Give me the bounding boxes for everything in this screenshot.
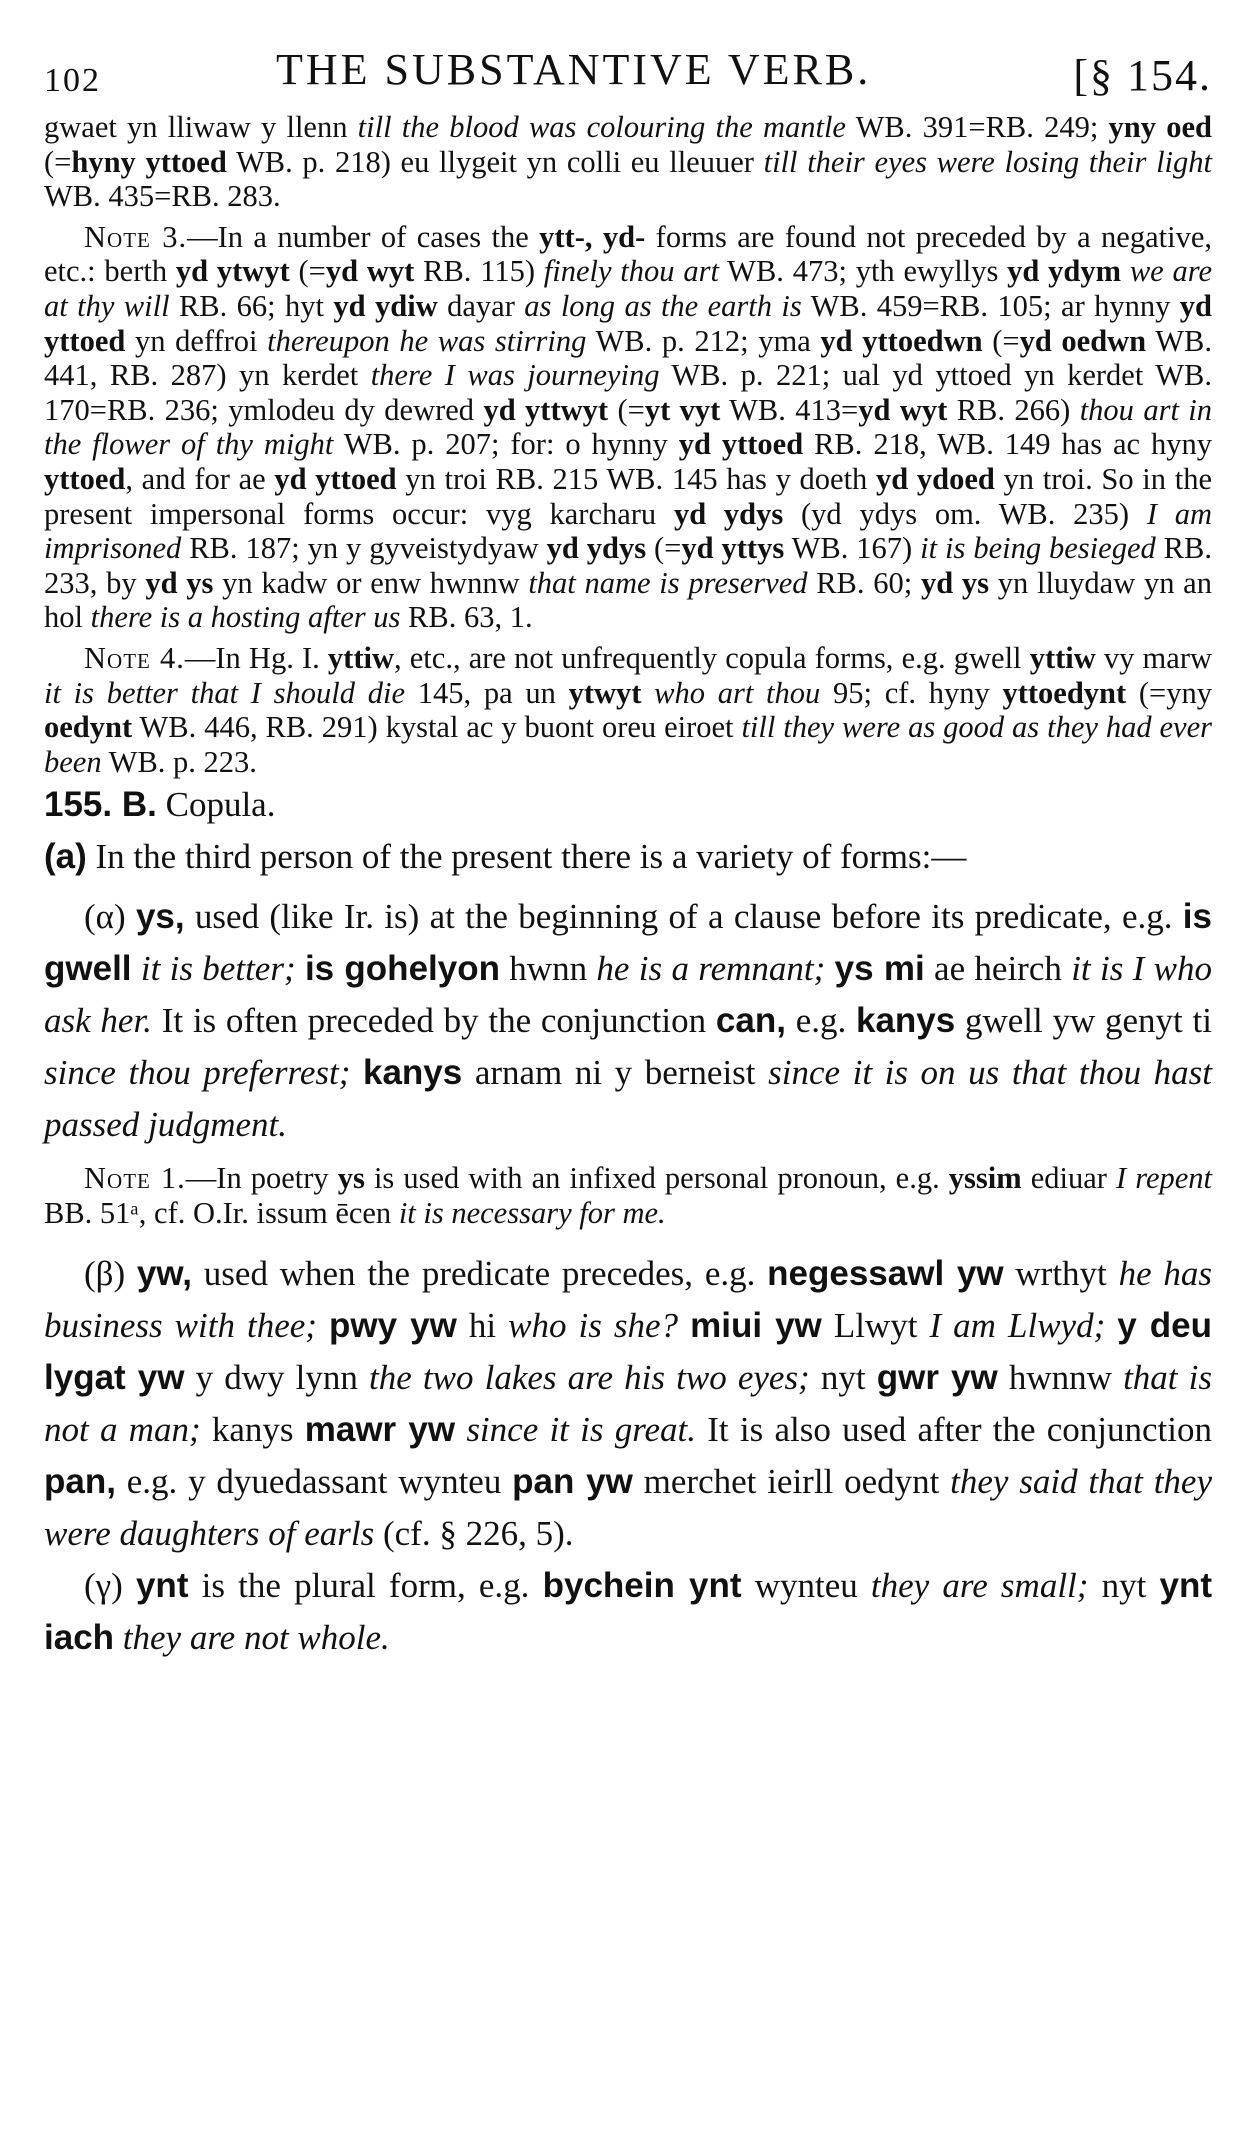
text-run: it is being besieged <box>920 531 1156 566</box>
note-1-block <box>44 1161 1212 1230</box>
text-run: WB. 167) <box>784 531 921 566</box>
text-run: I am imprisoned <box>44 496 1213 566</box>
text-run: yd yttwyt <box>483 392 609 427</box>
text-run: RB. 66; hyt <box>169 288 334 323</box>
text-run: is used with an infixed personal pronoun, e.g. <box>364 1161 949 1196</box>
text-run: yn troi. So in the present impersonal forms occur: vyg karcharu <box>44 461 1212 531</box>
text-run: , and for ae <box>125 461 275 496</box>
text-run: WB. 473; yth ewyllys <box>718 254 1008 289</box>
paragraph-a <box>44 831 1212 883</box>
text-run: yn troi RB. 215 WB. 145 has y doeth <box>396 461 876 496</box>
text-run: nyt <box>809 1358 877 1398</box>
text-run: (yd ydys om. WB. 235) <box>783 496 1147 531</box>
text-run: yd ydys <box>546 531 647 566</box>
text-run: RB. 187; yn y gyveistydyaw <box>181 531 547 566</box>
text-run: yd ys <box>145 565 214 600</box>
text-run: WB. 413= <box>720 392 859 427</box>
book-page <box>44 40 1212 1664</box>
text-run: 95; cf. hyny <box>820 675 1003 710</box>
paragraph-gamma <box>44 1560 1212 1664</box>
page-number: 102 <box>44 62 101 99</box>
text-run: used (like Ir. is) at the beginning of a clause before its predicate, e.g. <box>184 897 1183 937</box>
paragraph-alpha <box>44 891 1212 1151</box>
text-run: —In a number of cases the <box>187 219 540 254</box>
text-run: (= <box>646 531 682 566</box>
text-run <box>296 949 305 988</box>
text-run: It is often preceded by the conjunction <box>151 1001 716 1041</box>
paragraph-beta <box>44 1248 1212 1560</box>
text-run: I am Llwyd; <box>929 1306 1106 1346</box>
text-run: ynt iach <box>44 1566 1213 1658</box>
text-run: that is not a man; <box>44 1358 1213 1450</box>
text-run <box>678 1306 690 1345</box>
text-run: WB. 459=RB. 105; ar hynny <box>801 288 1180 323</box>
text-run: (α) <box>84 897 136 937</box>
text-run: hyny yttoed <box>71 144 227 179</box>
text-run: it is necessary for me. <box>398 1195 666 1230</box>
text-run: WB. p. 223. <box>101 744 257 779</box>
text-run: kanys <box>362 1053 463 1093</box>
text-run: gwell yw genyt ti <box>955 1001 1212 1041</box>
text-run: RB. 218, WB. 149 has ac hyny <box>803 427 1213 462</box>
text-run: y deu lygat yw <box>44 1306 1212 1398</box>
text-run: yd yttys <box>681 531 785 566</box>
text-run: vy marw <box>1095 640 1213 675</box>
text-run: it is better that I should die <box>44 675 405 710</box>
text-run: is the plural form, e.g. <box>188 1566 543 1606</box>
section-heading <box>44 779 1212 831</box>
text-run: WB. 391=RB. 249; <box>845 110 1109 144</box>
text-run: wynteu <box>741 1566 871 1606</box>
text-run: RB. 63, 1. <box>400 600 533 635</box>
text-run: who is she? <box>508 1306 679 1346</box>
text-run: pan, <box>44 1462 116 1502</box>
text-run <box>825 949 834 988</box>
text-run: used when the predicate precedes, e.g. <box>192 1254 768 1294</box>
text-run: yttiw <box>327 640 394 675</box>
text-run <box>641 676 654 710</box>
text-run: yd ydiw <box>333 288 438 323</box>
text-run: yd yttoed <box>274 461 397 496</box>
section-reference: [§ 154. <box>1073 51 1212 100</box>
text-run: (γ) <box>84 1566 136 1606</box>
text-run <box>317 1306 329 1345</box>
text-run: WB. p. 212; yma <box>586 323 821 358</box>
text-run: they are not whole. <box>122 1618 390 1658</box>
running-head: THE SUBSTANTIVE VERB. <box>276 45 872 94</box>
text-run: oedynt <box>44 710 133 745</box>
text-run: 155. <box>44 785 122 825</box>
text-run: yd wyt <box>858 392 948 427</box>
text-run: till the blood was colouring the mantle <box>357 110 846 144</box>
text-run: kanys <box>855 1001 956 1041</box>
text-run: kanys <box>200 1410 305 1450</box>
text-run: there is a hosting after us <box>90 600 401 635</box>
text-run: (cf. § 226, 5). <box>374 1514 574 1554</box>
text-run: WB. p. 207; for: o hynny <box>333 427 679 462</box>
text-run: yd wyt <box>325 254 415 289</box>
text-run: wrthyt <box>1003 1254 1119 1294</box>
text-run: yd ydoed <box>876 461 995 496</box>
text-run: gwaet yn lliwaw y llenn <box>44 110 358 144</box>
text-run: finely thou art <box>543 254 719 289</box>
text-run: 145, pa un <box>405 675 569 710</box>
text-run: forms are found not preceded by a negative, etc.: berth <box>44 219 1212 289</box>
text-run <box>1105 1306 1117 1345</box>
text-run: arnam ni y berneist <box>462 1053 769 1093</box>
text-run: BB. 51ᵃ, cf. O.Ir. issum ēcen <box>44 1195 399 1230</box>
text-run: —In poetry <box>185 1161 338 1196</box>
text-run: (= <box>44 144 72 179</box>
text-run: ys mi <box>834 949 925 989</box>
text-run: WB. 441, RB. 287) yn kerdet <box>44 323 1212 393</box>
text-run: Copula. <box>156 785 276 825</box>
text-run: ys <box>337 1161 365 1196</box>
text-run: till their eyes were losing their light <box>763 144 1212 179</box>
text-run: yd ys <box>920 565 990 600</box>
text-run: is gohelyon <box>304 949 500 989</box>
text-run: WB. 446, RB. 291) kystal ac y buont oreu eiroet <box>132 710 742 745</box>
note-3 <box>44 220 1212 635</box>
text-run: nyt <box>1088 1566 1160 1606</box>
text-run: pwy yw <box>329 1306 457 1346</box>
text-run: yttoed <box>44 461 126 496</box>
text-run: they said that they were daughters of earls <box>44 1462 1212 1554</box>
text-run: till they were as good as they had ever been <box>44 710 1212 779</box>
note-4 <box>44 641 1212 779</box>
text-run: ae heirch <box>924 949 1072 989</box>
text-run: ytwyt <box>568 675 642 710</box>
text-run: thou art in the flower of thy might <box>44 392 1213 462</box>
text-run: it is I who ask her. <box>44 949 1212 1041</box>
text-run: since it is great. <box>466 1410 697 1450</box>
text-run: the two lakes are his two eyes; <box>369 1358 810 1398</box>
text-run: RB. 115) <box>414 254 544 289</box>
text-run: gwr yw <box>876 1358 998 1398</box>
text-run: since it is on us that thou hast passed judgment. <box>44 1053 1213 1145</box>
text-run: bychein ynt <box>542 1566 742 1606</box>
text-run: Note 1. <box>84 1161 186 1196</box>
text-run: RB. 233, by <box>44 531 1212 600</box>
text-run: y dwy lynn <box>184 1358 370 1398</box>
text-run: yd ydys <box>673 496 784 531</box>
text-run: (β) <box>84 1254 137 1294</box>
text-run: merchet ieirll oedynt <box>632 1462 951 1502</box>
text-run: Note 4. <box>84 640 185 675</box>
text-run: yd ydym <box>1007 254 1122 289</box>
text-run: WB. 435=RB. 283. <box>44 179 281 214</box>
text-run: yn kadw or enw hwnnw <box>213 565 529 600</box>
text-run: hwnnw <box>997 1358 1124 1398</box>
text-run: ynt <box>135 1566 189 1606</box>
text-run: it is better; <box>140 949 296 989</box>
text-run: yd ytwyt <box>175 254 290 289</box>
text-run: B. <box>121 785 157 825</box>
section-155 <box>44 779 1212 1151</box>
text-run: (a) <box>44 837 87 877</box>
text-run: ytt-, yd- <box>539 219 646 254</box>
text-run: Note 3. <box>84 219 188 254</box>
text-run: can, <box>715 1001 786 1041</box>
text-run: that name is preserved <box>528 565 808 600</box>
text-run <box>350 1053 363 1092</box>
text-run: he has business with thee; <box>44 1254 1212 1346</box>
text-run: is gwell <box>44 897 1212 989</box>
text-run: WB. p. 221; ual yd yttoed yn kerdet WB. 170=RB. 236; ymlodeu dy dewred <box>44 358 1212 427</box>
text-run <box>455 1410 466 1449</box>
text-run: yny oed <box>1108 110 1212 144</box>
text-run: yt vyt <box>644 392 721 427</box>
text-run: yd yttoed <box>44 288 1213 358</box>
small-print-block <box>44 110 1212 779</box>
text-run: pan yw <box>512 1462 633 1502</box>
text-run: since thou preferrest; <box>44 1053 351 1093</box>
text-run: Llwyt <box>821 1306 930 1346</box>
text-run: mawr yw <box>304 1410 456 1450</box>
text-run: ediuar <box>1021 1161 1116 1196</box>
text-run: negessawl yw <box>767 1254 1004 1294</box>
note-1 <box>44 1161 1212 1230</box>
text-run: yd oedwn <box>1019 323 1147 358</box>
text-run: yw, <box>136 1254 193 1294</box>
text-run: It is also used after the conjunction <box>696 1410 1213 1450</box>
text-run <box>132 949 141 988</box>
text-run: yttiw <box>1029 640 1096 675</box>
text-run: yd yttoedwn <box>820 323 983 358</box>
text-run: —In Hg. I. <box>184 640 328 675</box>
text-run: (= <box>289 254 326 289</box>
text-run: they are small; <box>870 1566 1089 1606</box>
text-run: he is a remnant; <box>596 949 826 989</box>
text-run: who art thou <box>654 675 821 710</box>
text-run: hi <box>456 1306 509 1346</box>
text-run <box>114 1618 123 1657</box>
text-run: thereupon he was stirring <box>267 323 587 358</box>
text-run: (= <box>608 392 645 427</box>
text-run: as long as the earth is <box>524 288 802 323</box>
text-run: e.g. <box>785 1001 856 1041</box>
text-run: (= <box>982 323 1020 358</box>
text-run: dayar <box>437 288 525 323</box>
text-run: yssim <box>948 1161 1022 1196</box>
text-run: RB. 60; <box>807 565 921 600</box>
text-run: ys, <box>135 897 185 937</box>
text-run: we are at thy will <box>44 254 1213 323</box>
text-run: (=yny <box>1126 675 1213 710</box>
text-run: hwnn <box>499 949 597 989</box>
text-run: miui yw <box>690 1306 822 1346</box>
text-run: e.g. y dyuedassant wynteu <box>115 1462 513 1502</box>
text-run: I repent <box>1116 1161 1213 1196</box>
text-run: In the third person of the present there is a variety of forms:— <box>86 837 967 877</box>
text-run: yn deffroi <box>125 323 268 358</box>
text-run: WB. p. 218) eu llygeit yn colli eu lleuuer <box>226 144 764 179</box>
text-run: RB. 266) <box>947 392 1080 427</box>
page-header <box>44 40 1212 110</box>
continuation-paragraph <box>44 110 1212 214</box>
text-run: , etc., are not unfrequently copula forms, e.g. gwell <box>394 640 1030 675</box>
text-run <box>1121 254 1130 288</box>
section-155-cont <box>44 1248 1212 1664</box>
text-run: yd yttoed <box>678 427 804 462</box>
text-run: yttoedynt <box>1002 675 1127 710</box>
text-run: there I was journeying <box>370 358 660 393</box>
text-run: yn lluydaw yn an hol <box>44 565 1212 635</box>
